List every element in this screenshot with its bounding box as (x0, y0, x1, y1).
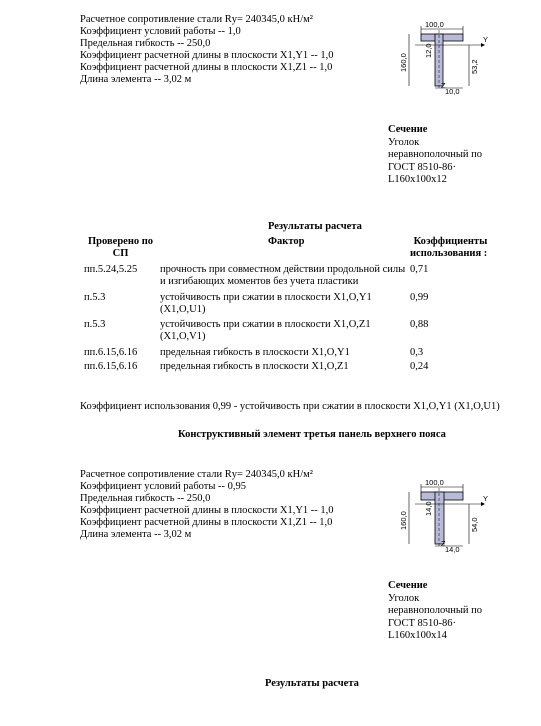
axis-y-label: Y (483, 35, 489, 44)
params-block-2 (80, 469, 334, 541)
results-title-2: Результаты расчета (265, 678, 359, 689)
result-ref: п.5.3 (84, 319, 106, 330)
dim-offset: 54,0 (470, 517, 479, 532)
result-value: 0,24 (410, 361, 429, 372)
param-limit-flexibility: Предельная гибкость -- 250,0 (80, 38, 211, 49)
param-steel-resistance: Расчетное сопротивление стали Rу= 240345,0 кН/м² (80, 469, 313, 480)
dim-thickness: 12,0 (424, 43, 433, 58)
result-ref: пп.6.15,6.16 (84, 361, 138, 372)
col-header-coefficients: Коэффициенты использования : (410, 236, 488, 259)
param-length-coef-z: Коэффициент расчетной длины в плоскости X1,Z1 -- 1,0 (80, 517, 333, 528)
section-title: Сечение (388, 580, 428, 591)
results-title-1: Результаты расчета (268, 221, 362, 232)
col-header-checked: Проверено по СП (88, 236, 154, 259)
param-length-coef-y: Коэффициент расчетной длины в плоскости X1,Y1 -- 1,0 (80, 505, 334, 516)
result-factor: предельная гибкость в плоскости X1,O,Z1 (160, 361, 349, 372)
dim-bottom: 14,0 (445, 545, 460, 554)
dim-height: 160,0 (399, 53, 408, 72)
section-profile: L160x100x12 (388, 174, 447, 185)
section-type: Уголок (388, 592, 420, 604)
axis-z-label: Z (441, 81, 446, 90)
result-ref: пп.5.24,5.25 (84, 264, 138, 275)
param-length-coef-z: Коэффициент расчетной длины в плоскости X1,Z1 -- 1,0 (80, 62, 333, 73)
section-title: Сечение (388, 124, 428, 135)
dim-bottom: 10,0 (445, 87, 460, 96)
axis-z-label: Z (441, 539, 446, 548)
result-value: 0,71 (410, 264, 429, 275)
result-factor: устойчивость при сжатии в плоскости X1,O,Z1 (X1,O,V1) (160, 319, 371, 342)
result-ref: пп.6.15,6.16 (84, 347, 138, 358)
col-header-factor: Фактор (268, 236, 305, 247)
utilization-summary: Коэффициент использования 0,99 - устойчивость при сжатии в плоскости X1,O,Y1 (X1,O,U1) (80, 401, 500, 412)
param-work-coefficient: Коэффициент условий работы -- 1,0 (80, 26, 241, 37)
result-factor: предельная гибкость в плоскости X1,O,Y1 (160, 347, 350, 358)
param-element-length: Длина элемента -- 3,02 м (80, 74, 192, 85)
result-ref: п.5.3 (84, 292, 106, 303)
section-kind: неравнополочный по (388, 149, 483, 160)
result-factor: устойчивость при сжатии в плоскости X1,O,Y1 (X1,O,U1) (160, 292, 372, 315)
section-info-2 (388, 580, 482, 643)
param-limit-flexibility: Предельная гибкость -- 250,0 (80, 493, 211, 504)
param-element-length: Длина элемента -- 3,02 м (80, 529, 192, 540)
section-type: Уголок (388, 136, 420, 148)
section-standard: ГОСТ 8510-86· (388, 161, 457, 173)
result-row (84, 264, 137, 276)
param-length-coef-y: Коэффициент расчетной длины в плоскости X1,Y1 -- 1,0 (80, 50, 334, 61)
section-standard: ГОСТ 8510-86· (388, 617, 457, 629)
section-profile: L160x100x14 (388, 630, 447, 641)
dim-height: 160,0 (399, 511, 408, 530)
section-kind: неравнополочный по (388, 605, 483, 616)
dim-thickness: 14,0 (424, 501, 433, 516)
result-value: 0,88 (410, 319, 429, 330)
dim-offset: 53,2 (470, 59, 479, 74)
result-value: 0,3 (410, 347, 424, 358)
axis-y-label: Y (483, 494, 489, 503)
element-title: Конструктивный элемент третья панель верхнего пояса (178, 429, 446, 440)
params-block-1 (80, 14, 334, 86)
param-work-coefficient: Коэффициент условий работы -- 0,95 (80, 481, 247, 492)
section-info-1 (388, 124, 482, 187)
section-diagram-1 (395, 18, 495, 96)
dim-width: 100,0 (425, 20, 444, 29)
param-steel-resistance: Расчетное сопротивление стали Rу= 240345,0 кН/м² (80, 14, 313, 25)
result-value: 0,99 (410, 292, 429, 303)
dim-width: 100,0 (425, 478, 444, 487)
result-factor: прочность при совместном действии продольной силы и изгибающих моментов без учета пластики (160, 264, 406, 287)
section-diagram-2 (395, 476, 495, 554)
